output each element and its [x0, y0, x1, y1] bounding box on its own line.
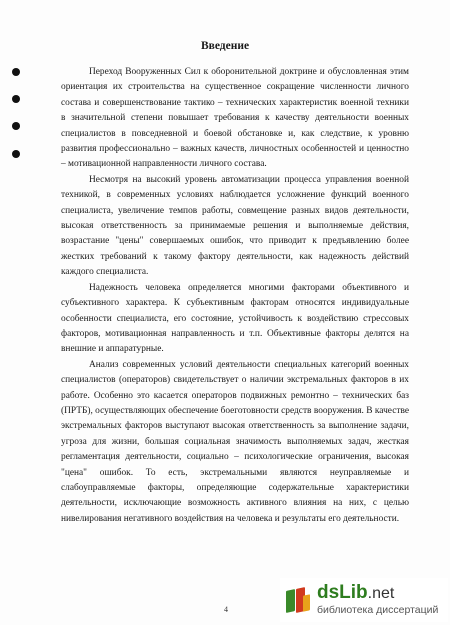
binding-hole-icon	[12, 95, 20, 103]
watermark-brand: dsLib.net	[317, 582, 395, 603]
binding-hole-icon	[12, 150, 20, 158]
dslib-logo-icon	[284, 586, 312, 614]
watermark-text	[317, 583, 438, 617]
binding-hole-icon	[12, 122, 20, 130]
paragraph: Переход Вооруженных Сил к оборонительной доктрине и обусловленная этим ориентация их строительства на существенное сокращение численности личного состава и совершенствование тактико – технических характеристик военной техники в значительной степени повышает требования к качеству деятельности военных специалистов в повседневной и боевой обстановке и, как следствие, к уровню развития профессионально – важных качеств, личностных особенностей и ценностно – мотивационной направленности личного состава.	[61, 67, 409, 170]
paragraph: Надежность человека определяется многими факторами объективного и субъективного характера. К субъективным факторам относятся индивидуальные особенности специалиста, его состояние, устойчивость к воздействию стрессовых факторов, мотивационная направленность и т.п. Объективные факторы делятся на внешние и аппаратурные.	[61, 282, 409, 355]
page-title: Введение	[200, 40, 250, 52]
watermark-subtitle: библиотека диссертаций	[317, 604, 439, 616]
paragraph: Несмотря на высокий уровень автоматизации процесса управления военной техникой, в современных условиях наблюдается усложнение функций военного специалиста, увеличение темпов работы, совмещение разных видов деятельности, высокая ответственность за принимаемые решения и выполняемые действия, возрастание "цены" совершаемых ошибок, что приводит к предъявлению более жестких требований к такому фактору деятельности, как надежность действий каждого специалиста.	[61, 174, 409, 278]
dslib-watermark[interactable]	[280, 578, 448, 622]
page-number: 4	[224, 605, 228, 614]
paragraph: Анализ современных условий деятельности специальных категорий военных специалистов (операторов) свидетельствует о наличии экстремальных факторов в их работе. Особенно это касается операторов подвижных ремонтно – технических баз (ПРТБ), осуществляющих обеспечение боеготовности средств вооружения. В качестве экстремальных факторов выступают высокая ответственность за выполнение задачи, угроза для жизни, большая социальная значимость выполняемых задач, жесткая регламентация деятельности, социально – психологические ограничения, высокая "цена" ошибок. То есть, экстремальными являются неуправляемые и слабоуправляемые факторы, определяющие содержательные характеристики деятельности, исключающие возможность активного влияния на них, с целью нивелирования негативного воздействия на человека и результаты его деятельности.	[61, 359, 409, 524]
binding-hole-icon	[12, 68, 20, 76]
document-body	[61, 65, 409, 527]
